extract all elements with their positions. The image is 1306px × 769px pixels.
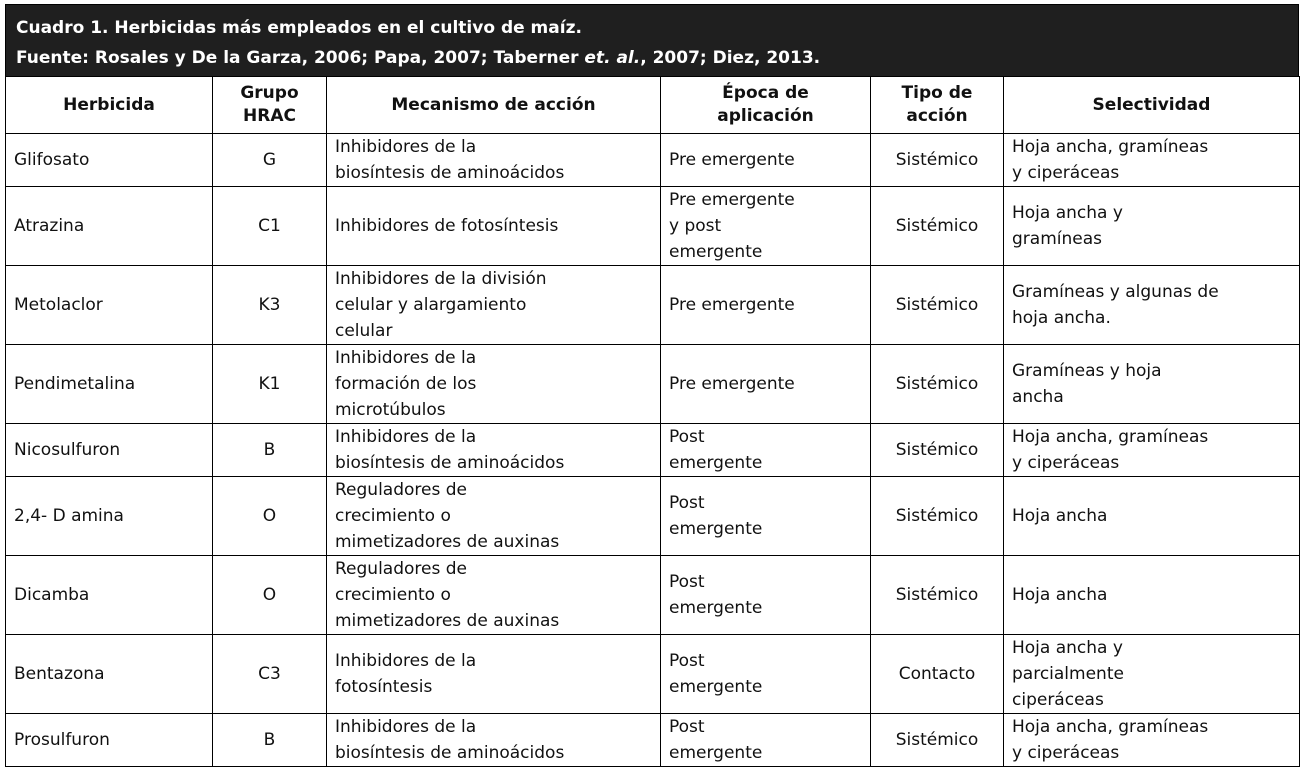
cell-mecanismo-line: microtúbulos [335, 400, 446, 420]
cell-epoca [661, 424, 871, 477]
cell-selectividad [1004, 424, 1300, 477]
cell-epoca-line: Post [669, 717, 705, 737]
cell-selectividad-line: Hoja ancha [1012, 506, 1108, 526]
table-row [6, 635, 1300, 714]
caption-source [16, 43, 1288, 73]
cell-selectividad-line: Gramíneas y algunas de [1012, 282, 1219, 302]
cell-epoca-line: Post [669, 572, 705, 592]
cell-tipo: Sistémico [871, 556, 1004, 635]
cell-selectividad [1004, 187, 1300, 266]
table-row [6, 266, 1300, 345]
cell-herbicida: Dicamba [6, 556, 213, 635]
cell-herbicida: Bentazona [6, 635, 213, 714]
cell-epoca [661, 266, 871, 345]
cell-tipo: Contacto [871, 635, 1004, 714]
cell-epoca-line: Pre emergente [669, 150, 795, 170]
cell-epoca-line: y post [669, 216, 722, 236]
table-row [6, 345, 1300, 424]
cell-herbicida: Atrazina [6, 187, 213, 266]
cell-selectividad-line: hoja ancha. [1012, 308, 1111, 328]
cell-herbicida: Glifosato [6, 134, 213, 187]
cell-mecanismo [327, 556, 661, 635]
cell-epoca-line: Pre emergente [669, 374, 795, 394]
cell-selectividad-line: ancha [1012, 387, 1064, 407]
cell-mecanismo-line: Inhibidores de la [335, 137, 477, 157]
cell-herbicida: Prosulfuron [6, 714, 213, 767]
header-row [6, 77, 1300, 134]
cell-mecanismo [327, 187, 661, 266]
cell-mecanismo-line: Inhibidores de la [335, 348, 477, 368]
cell-mecanismo-line: celular y alargamiento [335, 295, 527, 315]
cell-epoca-line: emergente [669, 598, 763, 618]
header-grupo-line2: HRAC [243, 106, 296, 126]
cell-epoca-line: emergente [669, 453, 763, 473]
cell-selectividad-line: y ciperáceas [1012, 453, 1120, 473]
cell-mecanismo-line: Reguladores de [335, 559, 467, 579]
header-tipo-line2: acción [906, 106, 968, 126]
cell-mecanismo-line: formación de los [335, 374, 477, 394]
cell-grupo-hrac: G [213, 134, 327, 187]
table-row [6, 187, 1300, 266]
cell-mecanismo [327, 635, 661, 714]
header-selectividad: Selectividad [1004, 77, 1300, 134]
cell-selectividad-line: Hoja ancha, gramíneas [1012, 717, 1209, 737]
cell-selectividad-line: Hoja ancha, gramíneas [1012, 427, 1209, 447]
cell-epoca [661, 635, 871, 714]
caption-source-start: Fuente: Rosales y De la Garza, 2006; Papa, 2007; Taberner [16, 48, 585, 68]
cell-epoca-line: Post [669, 493, 705, 513]
cell-epoca [661, 134, 871, 187]
cell-mecanismo-line: Reguladores de [335, 480, 467, 500]
header-mecanismo: Mecanismo de acción [327, 77, 661, 134]
header-epoca-line1: Época de [722, 83, 809, 103]
cell-selectividad-line: y ciperáceas [1012, 163, 1120, 183]
cell-tipo: Sistémico [871, 134, 1004, 187]
herbicide-table [5, 76, 1300, 767]
cell-epoca-line: Pre emergente [669, 190, 795, 210]
cell-epoca-line: emergente [669, 242, 763, 262]
header-epoca-line2: aplicación [717, 106, 814, 126]
cell-mecanismo-line: Inhibidores de la [335, 427, 477, 447]
cell-grupo-hrac: C3 [213, 635, 327, 714]
cell-selectividad [1004, 134, 1300, 187]
cell-selectividad [1004, 635, 1300, 714]
cell-selectividad-line: parcialmente [1012, 664, 1124, 684]
cell-tipo: Sistémico [871, 187, 1004, 266]
cell-mecanismo [327, 345, 661, 424]
cell-selectividad [1004, 345, 1300, 424]
cell-selectividad-line: Hoja ancha [1012, 585, 1108, 605]
table-row [6, 714, 1300, 767]
table-row [6, 424, 1300, 477]
table-row [6, 556, 1300, 635]
cell-mecanismo-line: biosíntesis de aminoácidos [335, 743, 565, 763]
cell-tipo: Sistémico [871, 714, 1004, 767]
cell-mecanismo-line: fotosíntesis [335, 677, 433, 697]
cell-mecanismo-line: Inhibidores de la división [335, 269, 547, 289]
caption-title: Cuadro 1. Herbicidas más empleados en el cultivo de maíz. [16, 18, 582, 38]
cell-mecanismo-line: Inhibidores de la [335, 717, 477, 737]
cell-grupo-hrac: O [213, 556, 327, 635]
cell-mecanismo-line: Inhibidores de fotosíntesis [335, 216, 559, 236]
table-row [6, 477, 1300, 556]
cell-selectividad-line: Hoja ancha, gramíneas [1012, 137, 1209, 157]
cell-epoca-line: Post [669, 651, 705, 671]
cell-selectividad-line: Hoja ancha y [1012, 203, 1123, 223]
cell-tipo: Sistémico [871, 266, 1004, 345]
cell-selectividad-line: ciperáceas [1012, 690, 1104, 710]
cell-grupo-hrac: B [213, 424, 327, 477]
cell-epoca [661, 345, 871, 424]
header-tipo-line1: Tipo de [901, 83, 973, 103]
header-tipo [871, 77, 1004, 134]
cell-tipo: Sistémico [871, 345, 1004, 424]
cell-mecanismo [327, 134, 661, 187]
cell-grupo-hrac: O [213, 477, 327, 556]
cell-grupo-hrac: B [213, 714, 327, 767]
cell-epoca-line: emergente [669, 519, 763, 539]
cell-mecanismo-line: biosíntesis de aminoácidos [335, 163, 565, 183]
cell-tipo: Sistémico [871, 477, 1004, 556]
cell-herbicida: 2,4- D amina [6, 477, 213, 556]
cell-epoca-line: emergente [669, 677, 763, 697]
cell-epoca [661, 556, 871, 635]
cell-mecanismo [327, 477, 661, 556]
header-herbicida: Herbicida [6, 77, 213, 134]
cell-epoca [661, 714, 871, 767]
cell-grupo-hrac: K3 [213, 266, 327, 345]
header-grupo-hrac [213, 77, 327, 134]
cell-grupo-hrac: C1 [213, 187, 327, 266]
table-row [6, 134, 1300, 187]
cell-selectividad [1004, 556, 1300, 635]
cell-selectividad-line: gramíneas [1012, 229, 1102, 249]
caption-source-italic: et. al. [584, 48, 641, 68]
cell-epoca [661, 477, 871, 556]
cell-epoca-line: Pre emergente [669, 295, 795, 315]
caption-source-end: , 2007; Diez, 2013. [640, 48, 821, 68]
cell-epoca [661, 187, 871, 266]
cell-epoca-line: Post [669, 427, 705, 447]
cell-selectividad [1004, 266, 1300, 345]
cell-mecanismo-line: mimetizadores de auxinas [335, 611, 560, 631]
document-table-wrapper [5, 4, 1299, 767]
table-body [6, 134, 1300, 767]
cell-selectividad [1004, 477, 1300, 556]
cell-mecanismo [327, 714, 661, 767]
cell-mecanismo [327, 266, 661, 345]
cell-selectividad-line: Hoja ancha y [1012, 638, 1123, 658]
cell-mecanismo-line: mimetizadores de auxinas [335, 532, 560, 552]
cell-selectividad [1004, 714, 1300, 767]
table-caption [5, 4, 1299, 76]
cell-selectividad-line: Gramíneas y hoja [1012, 361, 1162, 381]
cell-selectividad-line: y ciperáceas [1012, 743, 1120, 763]
cell-epoca-line: emergente [669, 743, 763, 763]
cell-mecanismo-line: celular [335, 321, 393, 341]
cell-grupo-hrac: K1 [213, 345, 327, 424]
header-grupo-line1: Grupo [240, 83, 299, 103]
cell-mecanismo-line: Inhibidores de la [335, 651, 477, 671]
cell-herbicida: Nicosulfuron [6, 424, 213, 477]
cell-herbicida: Metolaclor [6, 266, 213, 345]
cell-mecanismo-line: crecimiento o [335, 506, 451, 526]
cell-tipo: Sistémico [871, 424, 1004, 477]
header-epoca [661, 77, 871, 134]
cell-mecanismo [327, 424, 661, 477]
cell-mecanismo-line: crecimiento o [335, 585, 451, 605]
cell-herbicida: Pendimetalina [6, 345, 213, 424]
cell-mecanismo-line: biosíntesis de aminoácidos [335, 453, 565, 473]
